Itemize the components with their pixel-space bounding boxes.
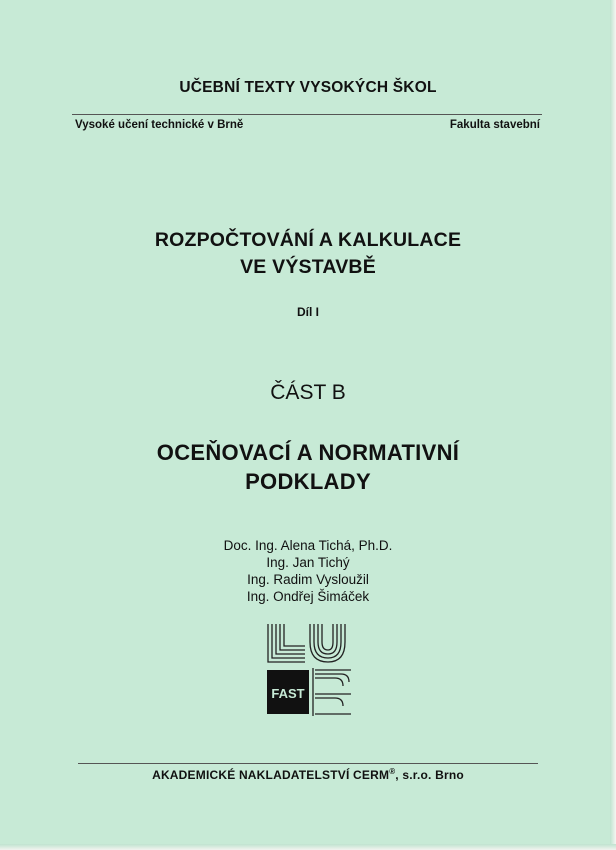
author-list xyxy=(0,537,616,605)
book-title-line-2: VE VÝSTAVBĚ xyxy=(240,256,376,278)
subtitle-line-2: PODKLADY xyxy=(245,469,371,494)
section-label: ČÁST B xyxy=(270,381,346,404)
university-name: Vysoké učení technické v Brně xyxy=(75,119,244,131)
publisher-suffix: , s.r.o. Brno xyxy=(395,768,464,782)
volume-label: Díl I xyxy=(296,305,319,319)
publisher-name: AKADEMICKÉ NAKLADATELSTVÍ CERM xyxy=(152,768,390,782)
fast-logo xyxy=(265,622,353,723)
series-title: UČEBNÍ TEXTY VYSOKÝCH ŠKOL xyxy=(179,79,437,96)
faculty-name: Fakulta stavební xyxy=(449,119,540,131)
author-4: Ing. Ondřej Šimáček xyxy=(246,589,370,604)
author-3: Ing. Radim Vysloužil xyxy=(247,572,369,587)
top-divider xyxy=(72,114,542,115)
subtitle-line-1: OCEŇOVACÍ A NORMATIVNÍ xyxy=(156,440,460,465)
author-2: Ing. Jan Tichý xyxy=(266,555,350,570)
page-edge-bottom xyxy=(0,844,616,850)
author-1: Doc. Ing. Alena Tichá, Ph.D. xyxy=(223,538,393,553)
publisher xyxy=(0,767,616,782)
bottom-divider xyxy=(78,763,538,764)
book-title-line-1: ROZPOČTOVÁNÍ A KALKULACE xyxy=(154,229,462,251)
fast-logo-text: FAST xyxy=(271,686,305,701)
registered-mark: ® xyxy=(389,767,396,776)
page-edge-right xyxy=(610,0,616,850)
